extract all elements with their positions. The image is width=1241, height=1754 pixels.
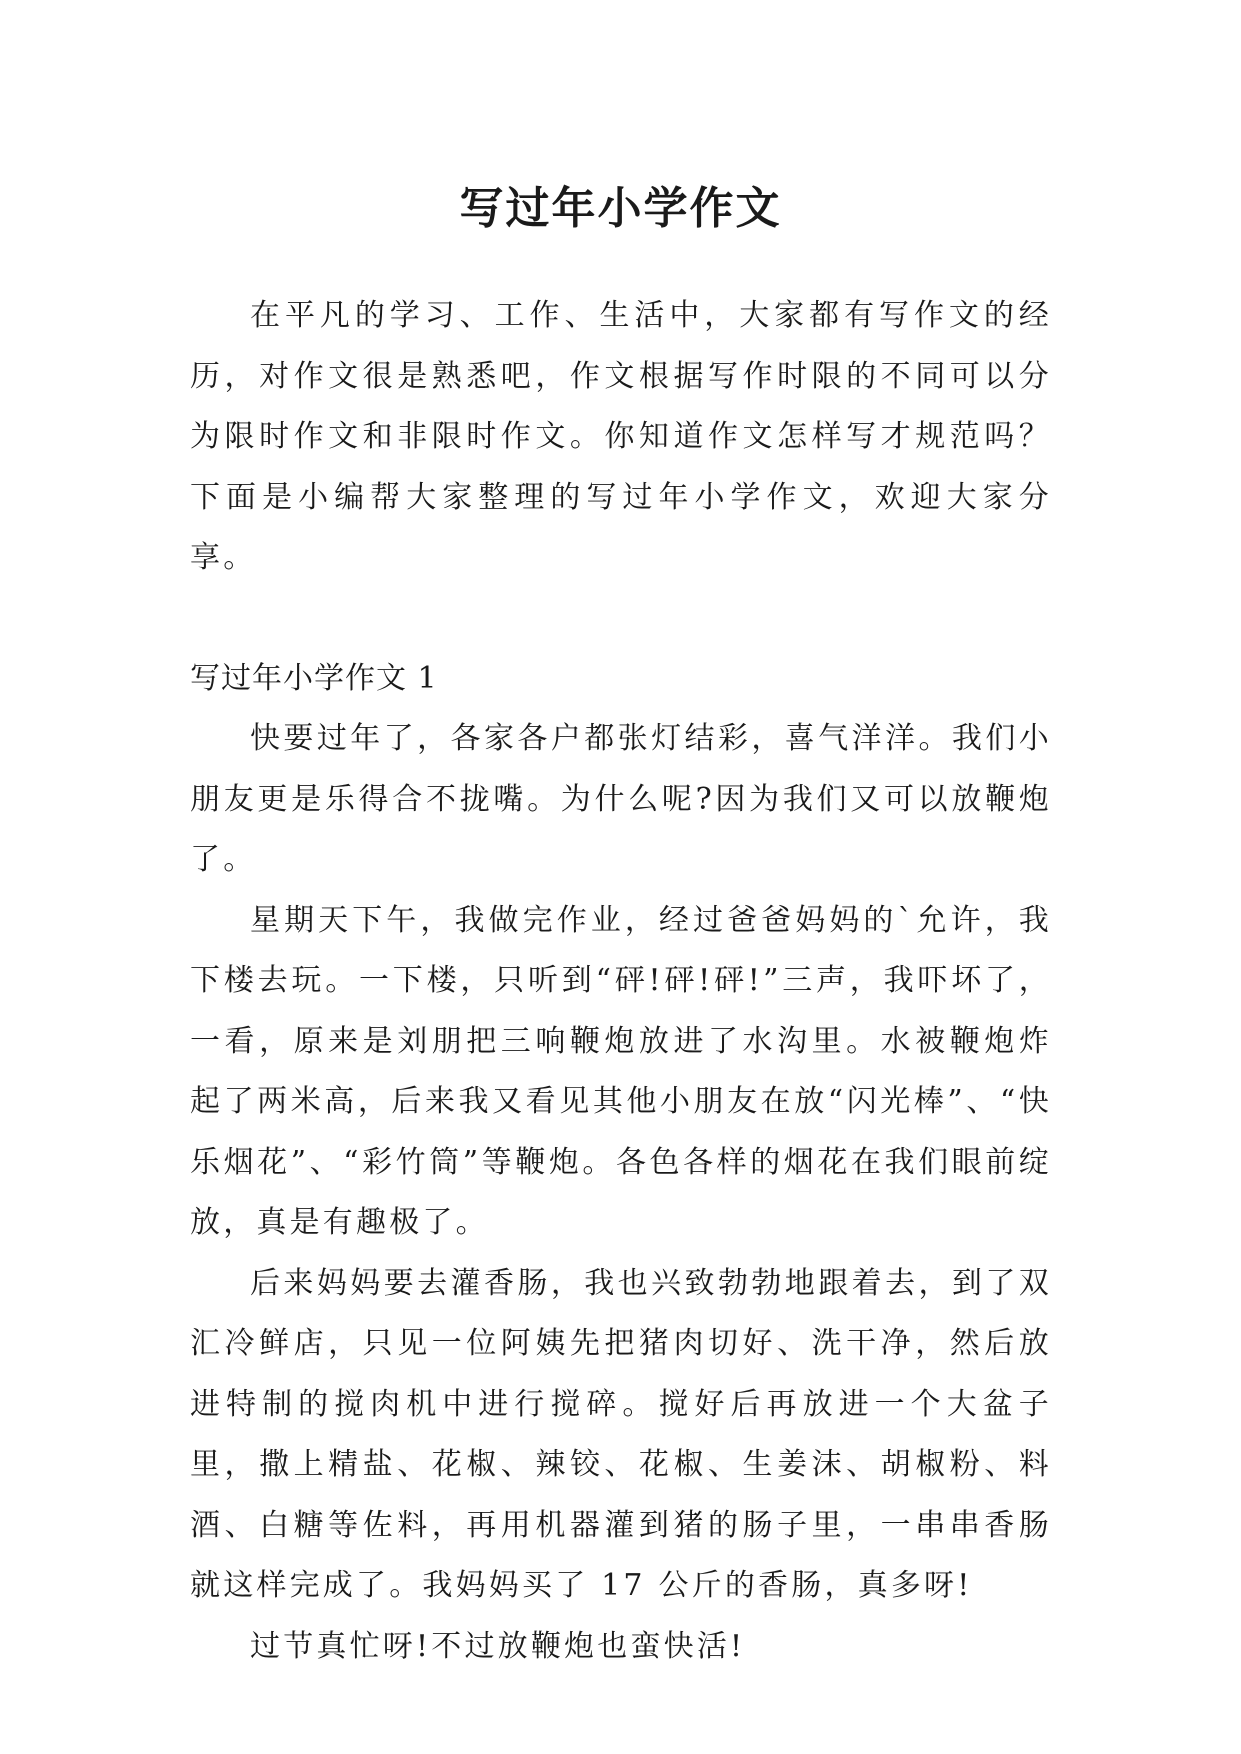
essay-paragraph-3: 后来妈妈要去灌香肠，我也兴致勃勃地跟着去，到了双汇冷鲜店，只见一位阿姨先把猪肉切好、洗干净，然后放进特制的搅肉机中进行搅碎。搅好后再放进一个大盆子里，撒上精盐、花椒、辣铰、花椒、生姜沫、胡椒粉、料酒、白糖等佐料，再用机器灌到猪的肠子里，一串串香肠就这样完成了。我妈妈买了 17 公斤的香肠，真多呀! — [190, 1265, 1052, 1603]
section-heading: 写过年小学作文 1 — [190, 660, 438, 696]
essay-paragraph-4: 过节真忙呀!不过放鞭炮也蛮快活! — [250, 1628, 746, 1664]
document-title: 写过年小学作文 — [459, 183, 782, 235]
document-body — [190, 286, 1052, 1677]
essay-paragraph-2: 星期天下午，我做完作业，经过爸爸妈妈的`允许，我下楼去玩。一下楼，只听到“砰!砰!砰!”三声，我吓坏了，一看，原来是刘朋把三响鞭炮放进了水沟里。水被鞭炮炸起了两米高，后来我又看见其他小朋友在放“闪光棒”、“快乐烟花”、“彩竹筒”等鞭炮。各色各样的烟花在我们眼前绽放，真是有趣极了。 — [190, 902, 1052, 1240]
intro-paragraph: 在平凡的学习、工作、生活中，大家都有写作文的经历，对作文很是熟悉吧，作文根据写作时限的不同可以分为限时作文和非限时作文。你知道作文怎样写才规范吗？下面是小编帮大家整理的写过年小学作文，欢迎大家分享。 — [190, 298, 1052, 575]
essay-paragraph-1: 快要过年了，各家各户都张灯结彩，喜气洋洋。我们小朋友更是乐得合不拢嘴。为什么呢?因为我们又可以放鞭炮了。 — [190, 721, 1052, 877]
